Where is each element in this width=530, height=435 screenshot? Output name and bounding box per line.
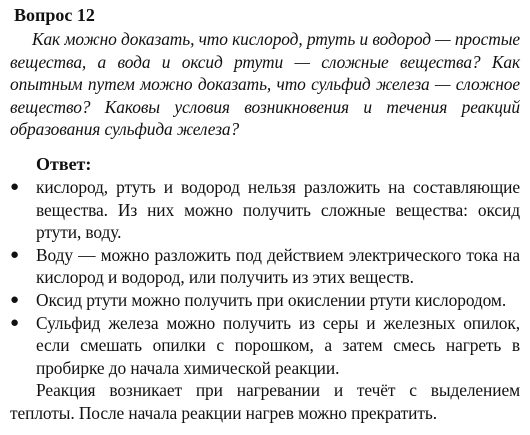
answer-item-text: Воду — можно разложить под действием электрического тока на кислород и водород, или получить из этих веществ.: [36, 244, 520, 288]
question-heading: Вопрос 12: [14, 5, 95, 25]
bullet-icon: ●: [10, 246, 19, 263]
bullet-icon: ●: [10, 314, 19, 331]
answer-heading: Ответ:: [36, 153, 92, 174]
question-text: Как можно доказать, что кислород, ртуть и водород — простые вещества, а вода и оксид ртути — сложные вещества? Как опытным путем можно доказать, что сульфид железа — сложное вещество? Каковы условия возникновения и течения реакций образования сульфида железа?: [10, 29, 520, 140]
answer-item-text: кислород, ртуть и водород нельзя разложить на составляющие вещества. Из них можно получить сложные вещества: оксид ртути, воду.: [36, 176, 520, 243]
answer-item: [10, 176, 520, 244]
answer-list: [10, 176, 520, 379]
bullet-icon: ●: [10, 291, 19, 308]
answer-item: [10, 244, 520, 289]
answer-item: [10, 289, 520, 312]
closing-paragraph: Реакция возникает при нагревании и течёт с выделением теплоты. После начала реакции нагрев можно прекратить.: [10, 380, 520, 423]
answer-item-text: Оксид ртути можно получить при окислении ртути кислородом.: [36, 289, 507, 310]
answer-item-text: Сульфид железа можно получить из серы и железных опилок, если смешать опилки с порошком, а затем смесь нагреть в пробирке до начала химической реакции.: [36, 312, 520, 378]
bullet-icon: ●: [10, 178, 19, 195]
answer-item: [10, 312, 520, 380]
